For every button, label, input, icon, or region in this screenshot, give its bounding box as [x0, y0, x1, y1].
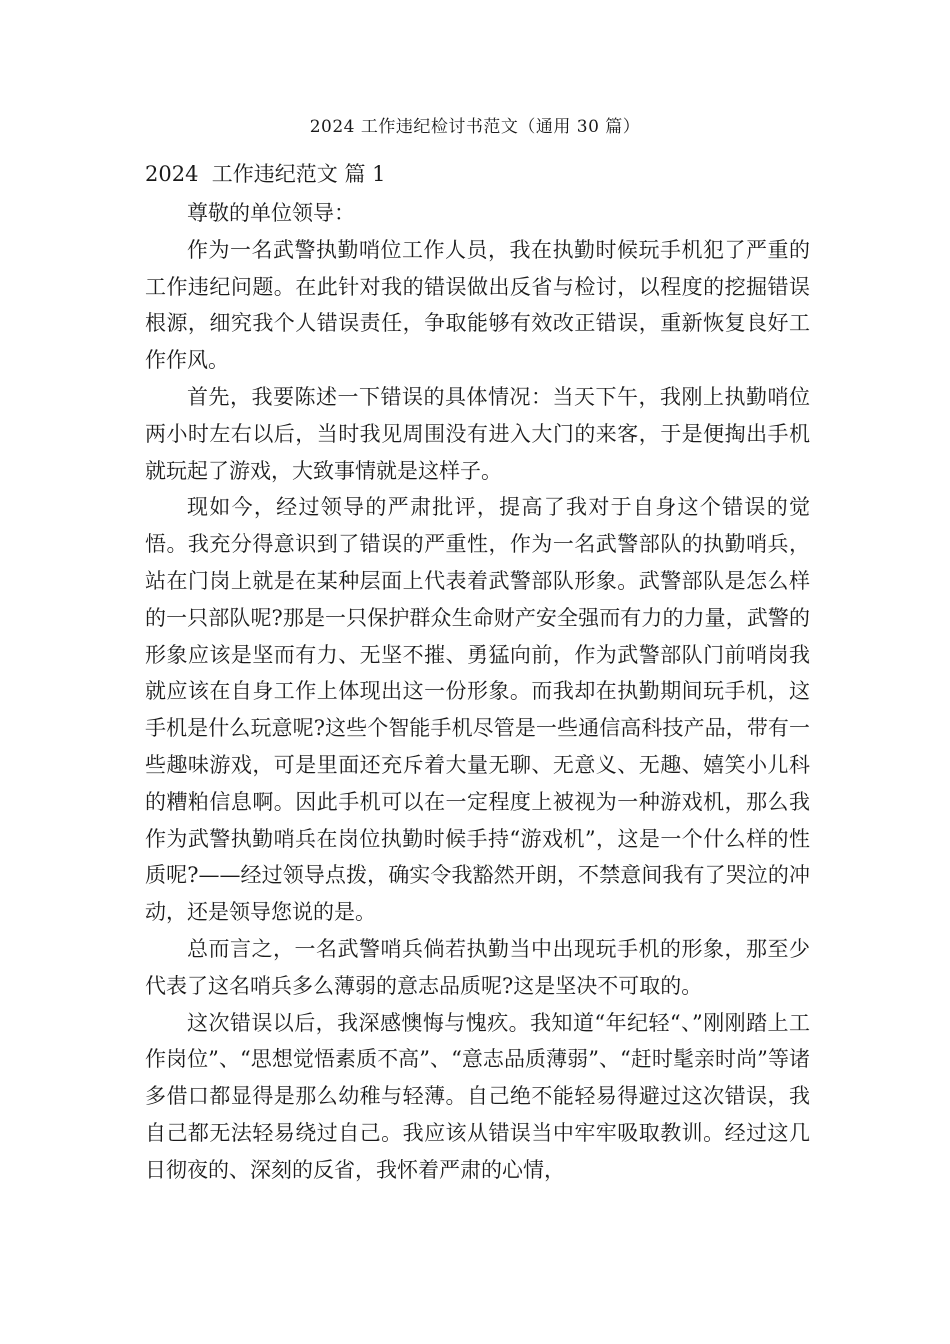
document-title: 2024 工作违纪检讨书范文（通用 30 篇）: [309, 117, 641, 137]
greeting-line: 尊敬的单位领导：: [187, 201, 355, 225]
paragraph-4: 总而言之，一名武警哨兵倘若执勤当中出现玩手机的形象，那至少代表了这名哨兵多么薄弱的意志品质呢?这是坚决不可取的。: [145, 936, 810, 998]
paragraph-1: 作为一名武警执勤哨位工作人员，我在执勤时候玩手机犯了严重的工作违纪问题。在此针对我的错误做出反省与检讨，以程度的挖掘错误根源，细究我个人错误责任，争取能够有效改正错误，重新恢复良好工作作风。: [145, 237, 810, 373]
paragraph-5: 这次错误以后，我深感懊悔与愧疚。我知道“年纪轻“、”刚刚踏上工作岗位”、“思想觉悟素质不高”、“意志品质薄弱”、“赶时髦亲时尚”等诸多借口都显得是那么幼稚与轻薄。自己绝不能轻易得避过这次错误，我自己都无法轻易绕过自己。我应该从错误当中牢牢吸取教训。经过这几日彻夜的、深刻的反省，我怀着严肃的心情，: [145, 1010, 810, 1182]
section-heading: 2024 工作违纪范文 篇 1: [145, 162, 386, 186]
paragraph-2: 首先，我要陈述一下错误的具体情况：当天下午，我刚上执勤哨位两小时左右以后，当时我见周围没有进入大门的来客，于是便掏出手机就玩起了游戏，大致事情就是这样子。: [145, 384, 810, 483]
document-body: [145, 195, 810, 1189]
paragraph-3: 现如今，经过领导的严肃批评，提高了我对于自身这个错误的觉悟。我充分得意识到了错误的严重性，作为一名武警部队的执勤哨兵，站在门岗上就是在某种层面上代表着武警部队形象。武警部队是怎么样的一只部队呢?那是一只保护群众生命财产安全强而有力的力量，武警的形象应该是坚而有力、无坚不摧、勇猛向前，作为武警部队门前哨岗我就应该在自身工作上体现出这一份形象。而我却在执勤期间玩手机，这手机是什么玩意呢?这些个智能手机尽管是一些通信高科技产品，带有一些趣味游戏，可是里面还充斥着大量无聊、无意义、无趣、嬉笑小儿科的糟粕信息啊。因此手机可以在一定程度上被视为一种游戏机，那么我作为武警执勤哨兵在岗位执勤时候手持“游戏机”，这是一个什么样的性质呢?——经过领导点拨，确实令我豁然开朗，不禁意间我有了哭泣的冲动，还是领导您说的是。: [145, 495, 810, 925]
